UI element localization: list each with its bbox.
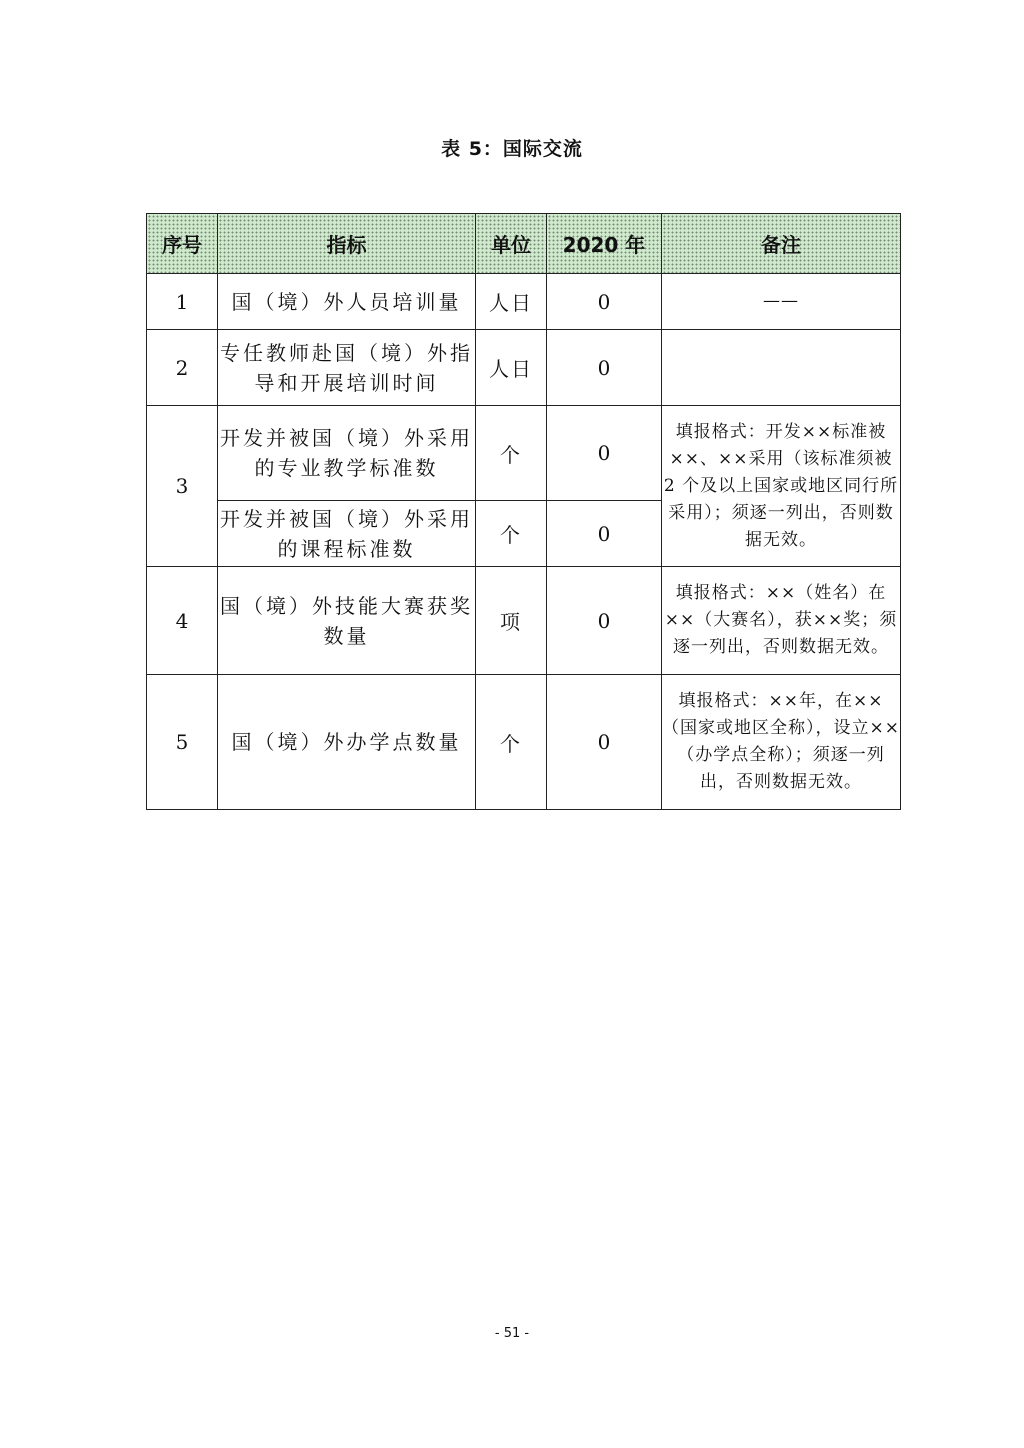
row-index: 3 xyxy=(147,406,218,567)
header-year: 2020 年 xyxy=(547,214,662,274)
row-remark: —— xyxy=(662,274,901,330)
row-value: 0 xyxy=(547,406,662,501)
row-indicator: 国（境）外人员培训量 xyxy=(218,274,476,330)
table-row xyxy=(147,274,901,330)
row-unit: 个 xyxy=(476,406,547,501)
header-unit: 单位 xyxy=(476,214,547,274)
row-remark xyxy=(662,330,901,406)
row-index: 2 xyxy=(147,330,218,406)
header-remark: 备注 xyxy=(662,214,901,274)
page-number: - 51 - xyxy=(494,1326,530,1341)
row-remark: 填报格式：××（姓名）在××（大赛名），获××奖；须逐一列出，否则数据无效。 xyxy=(662,567,901,675)
table-title: 表 5：国际交流 xyxy=(441,138,583,160)
row-indicator: 国（境）外技能大赛获奖数量 xyxy=(218,567,476,675)
row-unit: 人日 xyxy=(476,330,547,406)
table-row xyxy=(147,567,901,675)
row-value: 0 xyxy=(547,501,662,567)
row-indicator: 开发并被国（境）外采用的课程标准数 xyxy=(218,501,476,567)
row-value: 0 xyxy=(547,330,662,406)
header-indicator: 指标 xyxy=(218,214,476,274)
row-remark: 填报格式：开发××标准被××、××采用（该标准须被 2 个及以上国家或地区同行所采用）；须逐一列出，否则数据无效。 xyxy=(662,406,901,567)
row-value: 0 xyxy=(547,675,662,810)
row-index: 5 xyxy=(147,675,218,810)
row-value: 0 xyxy=(547,567,662,675)
table-row xyxy=(147,406,901,501)
row-index: 4 xyxy=(147,567,218,675)
table-row xyxy=(147,330,901,406)
international-exchange-table xyxy=(146,213,901,810)
table-row xyxy=(147,675,901,810)
row-remark: 填报格式：××年，在××（国家或地区全称），设立××（办学点全称）；须逐一列出，否则数据无效。 xyxy=(662,675,901,810)
row-indicator: 国（境）外办学点数量 xyxy=(218,675,476,810)
table-header-row xyxy=(147,214,901,274)
row-indicator: 专任教师赴国（境）外指导和开展培训时间 xyxy=(218,330,476,406)
row-unit: 个 xyxy=(476,501,547,567)
row-unit: 人日 xyxy=(476,274,547,330)
row-value: 0 xyxy=(547,274,662,330)
row-index: 1 xyxy=(147,274,218,330)
row-indicator: 开发并被国（境）外采用的专业教学标准数 xyxy=(218,406,476,501)
row-unit: 项 xyxy=(476,567,547,675)
row-unit: 个 xyxy=(476,675,547,810)
header-index: 序号 xyxy=(147,214,218,274)
